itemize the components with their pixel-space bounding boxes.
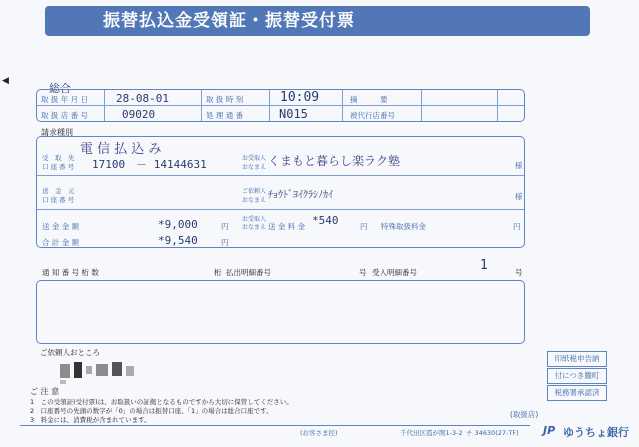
fee-value: *540 (312, 214, 339, 227)
recipient-label-top: 受 取 先 (42, 154, 75, 162)
fee-label-top: お受取人 (242, 216, 267, 223)
footer-rule (20, 425, 530, 426)
request-type-label: 請求種別 (41, 128, 73, 137)
bank-name: ゆうちょ銀行 (563, 426, 629, 439)
form-code: チ 34630(27-TF) (466, 429, 519, 437)
in-detail-value: 1 (480, 258, 488, 273)
request-type-value: 電 信 払 込 み (80, 142, 162, 157)
total-amount-unit: 円 (221, 238, 229, 247)
office-value: 09020 (122, 108, 156, 121)
summary-label: 摘 要 (350, 95, 388, 104)
time-label: 取 扱 時 刻 (206, 95, 244, 104)
marker-arrow-icon: ◀ (2, 76, 9, 86)
office-stamp-label: (取扱店) (510, 410, 539, 419)
total-amount-label: 合 計 金 額 (42, 238, 80, 247)
message-box (36, 280, 525, 344)
recipient-name-label-bottom: おなまえ (242, 164, 267, 171)
date-label: 取 扱 年 月 日 (41, 95, 89, 104)
office-label: 取 扱 店 番 号 (41, 111, 89, 120)
stamp-box-2: 付につき騰町 (547, 368, 607, 384)
stamp-box-3: 税務署承認済 (547, 385, 607, 401)
in-detail-unit: 号 (515, 268, 523, 277)
recipient-name-label-top: お受取人 (242, 155, 267, 162)
note-item-3: 3 料金には、消費税が含まれています。 (30, 416, 151, 424)
process-value: N015 (279, 107, 308, 121)
out-detail-label: 払出明細番号 (226, 268, 271, 277)
sender-name-label-bottom: おなまえ (242, 197, 267, 204)
section-label: 総合 (49, 82, 71, 95)
in-detail-label: 受入明細番号 (372, 268, 417, 277)
total-amount-value: *9,540 (158, 234, 198, 247)
note-item-2: 2 口座番号の先頭の数字が「0」の場合は振替口座、「1」の場合は総合口座です。 (30, 407, 273, 415)
process-label: 処 理 通 番 (206, 111, 244, 120)
sender-honorific: 様 (515, 192, 523, 201)
sender-label-bottom: 口 座 番 号 (42, 196, 75, 204)
send-amount-label: 送 金 金 額 (42, 222, 80, 231)
special-fee-label: 特殊取扱料金 (381, 222, 426, 231)
customer-copy-label: (お客さま控) (300, 429, 338, 437)
out-detail-unit: 号 (359, 268, 367, 277)
form-title: 振替払込金受領証・振替受付票 (103, 11, 355, 31)
sender-label-top: 送 金 元 (42, 187, 75, 195)
recipient-honorific: 様 (515, 161, 523, 170)
special-fee-unit: 円 (513, 222, 521, 231)
sender-name: ﾁｮｳﾄﾞﾖｲｸﾗｼﾉｶｲ (268, 190, 333, 201)
stamp-box-1: 印紙税申告納 (547, 351, 607, 367)
recipient-account: 17100 － 14144631 (92, 158, 207, 171)
agent-label: 被代行店番号 (350, 111, 395, 120)
recipient-name: くまもと暮らし楽ラク塾 (268, 154, 401, 168)
sender-name-label-top: ご依頼人 (242, 188, 267, 195)
address-text: 千代田区霞が関1-3-2 (400, 429, 463, 437)
client-address-label: ご依頼人おところ (40, 348, 100, 357)
fee-unit: 円 (360, 222, 368, 231)
fee-label: 送 金 料 金 (268, 222, 306, 231)
title-bar (45, 6, 590, 36)
notice-digits-unit: 桁 (214, 268, 222, 277)
notes-heading: ご 注 意 (30, 387, 60, 396)
fee-label-bottom: おなまえ (242, 224, 267, 231)
date-value: 28-08-01 (116, 92, 169, 105)
send-amount-value: *9,000 (158, 218, 198, 231)
time-value: 10:09 (280, 90, 320, 105)
recipient-label-bottom: 口 座 番 号 (42, 163, 75, 171)
jp-logo-icon: JP (543, 424, 556, 437)
note-item-1: 1 この受領証(受付票)は、お取扱いの証拠となるものですから大切に保管してください。 (30, 398, 293, 406)
redacted-address (60, 360, 150, 384)
send-amount-unit: 円 (221, 222, 229, 231)
notice-digits-label: 通 知 番 号 桁 数 (42, 268, 99, 277)
